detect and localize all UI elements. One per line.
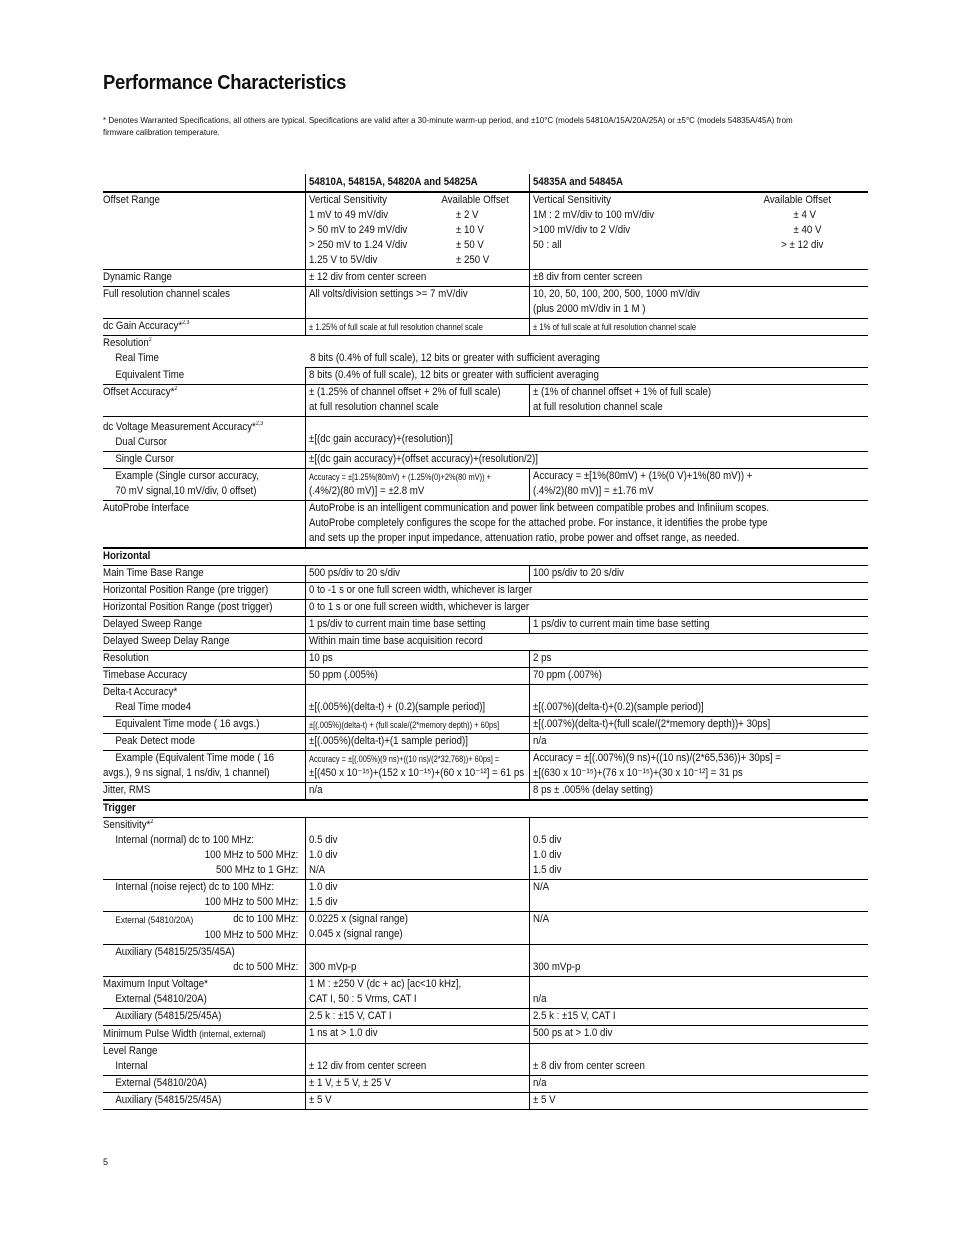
cell: ± 5 V [306,1093,530,1110]
cell: ±[(.007%)(delta-t)+(0.2)(sample period)] [530,685,869,717]
row-label: Dynamic Range [103,270,306,287]
cell: ±[(.005%)(delta-t)+(1 sample period)] [306,734,530,751]
cell: ±[(dc gain accuracy)+(resolution)] [306,417,869,452]
row-label: Maximum Input Voltage* External (54810/20A) [103,977,306,1009]
cell: ±[(dc gain accuracy)+(offset accuracy)+(resolution/2)] [306,452,869,469]
table-row [103,945,868,977]
row-label: Horizontal Position Range (post trigger) [103,600,306,617]
table-row [103,417,868,452]
cell: 100 ps/div to 20 s/div [530,566,869,583]
table-row [103,717,868,734]
cell: Accuracy = ±[1%(80mV) + (1%(0 V)+1%(80 mV)) + (.4%/2)(80 mV)] = ±1.76 mV [530,469,869,501]
section-horizontal [103,548,868,566]
row-label: Sensitivity*$^2$ Internal (normal) dc to 100 MHz: 100 MHz to 500 MHz: 500 MHz to 1 GHz: [103,818,306,880]
header-models-b: 54835A and 54845A [530,174,869,192]
offset-range-b: Vertical Sensitivity Available Offset 1M : 2 mV/div to 100 mV/div ± 4 V >100 mV/div to 2 V/div ± 40 V 50 : all > ± 12 div [530,192,869,270]
section-trigger [103,800,868,818]
cell: 70 ppm (.007%) [530,668,869,685]
row-label: dc Gain Accuracy*$^{2,3}$ [103,319,306,336]
table-row [103,977,868,1009]
cell: 10, 20, 50, 100, 200, 500, 1000 mV/div (plus 2000 mV/div in 1 M ) [530,287,869,319]
table-row [103,734,868,751]
table-row [103,912,868,945]
table-row [103,1026,868,1044]
cell: 300 mVp-p [530,945,869,977]
row-label: Internal (noise reject) dc to 100 MHz: 100 MHz to 500 MHz: [103,880,306,912]
row-label: Offset Range [103,192,306,270]
cell: ± (1% of channel offset + 1% of full scale) at full resolution channel scale [530,385,869,417]
cell: 0 to 1 s or one full screen width, whichever is larger [306,600,869,617]
table-row [103,685,868,717]
table-row [103,1009,868,1026]
row-label: Delayed Sweep Range [103,617,306,634]
row-label: AutoProbe Interface [103,501,306,549]
table-row [103,651,868,668]
cell: 2.5 k : ±15 V, CAT I [306,1009,530,1026]
row-label: Auxiliary (54815/25/45A) [103,1009,306,1026]
table-row [103,270,868,287]
cell: AutoProbe is an intelligent communication and power link between compatible probes and Infiniium scopes. AutoProbe completely configures the scope for the attached probe. For instance, it identifies the probe type and sets up the proper input impedance, attenuation ratio, probe power and offset range, as needed. [306,501,869,549]
table-row [103,880,868,912]
row-label: Horizontal Position Range (pre trigger) [103,583,306,600]
cell: 1 M : ±250 V (dc + ac) [ac<10 kHz], CAT I, 50 : 5 Vrms, CAT I [306,977,530,1009]
table-row [103,617,868,634]
spec-table [103,174,868,1110]
cell: ± (1.25% of channel offset + 2% of full scale) at full resolution channel scale [306,385,530,417]
table-row [103,319,868,336]
section-title: Horizontal [103,548,868,566]
cell: N/A [530,880,869,912]
row-label: dc Voltage Measurement Accuracy*$^{2,3}$ Dual Cursor [103,417,306,452]
row-label: Timebase Accuracy [103,668,306,685]
row-label: Level Range Internal [103,1044,306,1076]
table-row [103,668,868,685]
row-label: Full resolution channel scales [103,287,306,319]
cell: 2.5 k : ±15 V, CAT I [530,1009,869,1026]
cell: 500 ps/div to 20 s/div [306,566,530,583]
table-row [103,287,868,319]
cell: ±8 div from center screen [530,270,869,287]
table-row [103,385,868,417]
cell: 2 ps [530,651,869,668]
cell: ± 12 div from center screen [306,1044,530,1076]
cell: 8 bits (0.4% of full scale), 12 bits or greater with sufficient averaging [306,336,869,368]
cell: Accuracy = ±[1.25%(80mV) + (1.25%(0)+2%(80 mV)) + (.4%/2)(80 mV)] = ±2.8 mV [306,469,530,501]
cell: ±[(.007%)(delta-t)+(full scale/(2*memory depth))+ 30ps] [530,717,869,734]
cell: ± 1% of full scale at full resolution channel scale [530,319,869,336]
table-row [103,501,868,549]
cell: n/a [530,734,869,751]
cell: Accuracy = ±[(.007%)(9 ns)+((10 ns)/(2*65,536))+ 30ps] = ±[(630 x 10⁻¹⁵)+(76 x 10⁻¹⁵)+(30 x 10⁻¹²] = 31 ps [530,751,869,783]
cell: 10 ps [306,651,530,668]
row-label: Auxiliary (54815/25/45A) [103,1093,306,1110]
row-label: Delta-t Accuracy* Real Time mode4 [103,685,306,717]
row-label: Example (Single cursor accuracy, 70 mV signal,10 mV/div, 0 offset) [103,469,306,501]
cell: Within main time base acquisition record [306,634,869,651]
row-label: Minimum Pulse Width (internal, external) [103,1026,306,1044]
cell: 50 ppm (.005%) [306,668,530,685]
cell: 0.5 div 1.0 div N/A [306,818,530,880]
row-label: Single Cursor [103,452,306,469]
cell: ± 8 div from center screen [530,1044,869,1076]
cell: ± 1.25% of full scale at full resolution channel scale [306,319,530,336]
cell: n/a [306,783,530,801]
row-label: Resolution [103,651,306,668]
table-row [103,469,868,501]
cell: 1.0 div 1.5 div [306,880,530,912]
cell: 500 ps at > 1.0 div [530,1026,869,1044]
page-number: 5 [103,1157,109,1167]
row-label: Delayed Sweep Delay Range [103,634,306,651]
table-row [103,634,868,651]
cell: 1 ps/div to current main time base setting [530,617,869,634]
table-row [103,783,868,801]
row-label: Equivalent Time mode ( 16 avgs.) [103,717,306,734]
cell: N/A [530,912,869,945]
cell: 0.5 div 1.0 div 1.5 div [530,818,869,880]
cell: Accuracy = ±[(.005%)(9 ns)+((10 ns)/(2*32,768))+ 60ps] = ±[(450 x 10⁻¹⁵)+(152 x 10⁻¹⁵)+(60 x 10⁻¹²] = 61 ps [306,751,530,783]
row-label: External (54810/20A) dc to 100 MHz: 100 MHz to 500 MHz: [103,912,306,945]
cell: ±[(.005%)(delta-t) + (0.2)(sample period)] [306,685,530,717]
cell: All volts/division settings >= 7 mV/div [306,287,530,319]
cell: 8 bits (0.4% of full scale), 12 bits or greater with sufficient averaging [306,368,869,385]
header-models-a: 54810A, 54815A, 54820A and 54825A [306,174,530,192]
table-row [103,192,868,270]
page-title: Performance Characteristics [103,72,347,94]
row-label: Example (Equivalent Time mode ( 16 avgs.), 9 ns signal, 1 ns/div, 1 channel) [103,751,306,783]
table-row [103,583,868,600]
table-row [103,1076,868,1093]
offset-range-a: Vertical Sensitivity Available Offset 1 mV to 49 mV/div ± 2 V > 50 mV to 249 mV/div ± 10 V > 250 mV to 1.24 V/div ± 50 V 1.25 V to 5V/div ± 250 V [306,192,530,270]
cell: ± 12 div from center screen [306,270,530,287]
row-label: Offset Accuracy*$^2$ [103,385,306,417]
table-row [103,336,868,368]
section-title: Trigger [103,800,868,818]
header-blank [103,174,306,192]
row-label: Auxiliary (54815/25/35/45A) dc to 500 MHz: [103,945,306,977]
table-row [103,566,868,583]
cell: 8 ps ± .005% (delay setting) [530,783,869,801]
row-label: Main Time Base Range [103,566,306,583]
cell: n/a [530,1076,869,1093]
table-row [103,751,868,783]
cell: ± 5 V [530,1093,869,1110]
cell: 0.0225 x (signal range) 0.045 x (signal range) [306,912,530,945]
row-label: Resolution$^2$ Real Time [103,337,159,364]
row-label: Peak Detect mode [103,734,306,751]
cell: ± 1 V, ± 5 V, ± 25 V [306,1076,530,1093]
row-label: External (54810/20A) [103,1076,306,1093]
table-row [103,1044,868,1076]
row-label: Jitter, RMS [103,783,306,801]
cell: 1 ps/div to current main time base setting [306,617,530,634]
table-row [103,452,868,469]
row-label: Equivalent Time [103,368,306,385]
cell: n/a [530,977,869,1009]
cell: 0 to -1 s or one full screen width, whichever is larger [306,583,869,600]
table-row [103,818,868,880]
warranty-note: * Denotes Warranted Specifications, all others are typical. Specifications are valid after a 30-minute warm-up period, and ±10°C (models 54810A/15A/20A/25A) or ±5°C (models 54835A/45A) from firmware calibration temperature. [103,115,793,137]
cell: 300 mVp-p [306,945,530,977]
table-header [103,174,868,192]
cell: ±[(.005%)(delta-t) + (full scale/(2*memory depth)) + 60ps] [306,717,530,734]
table-row [103,1093,868,1110]
table-row [103,600,868,617]
cell: 1 ns at > 1.0 div [306,1026,530,1044]
table-row [103,368,868,385]
